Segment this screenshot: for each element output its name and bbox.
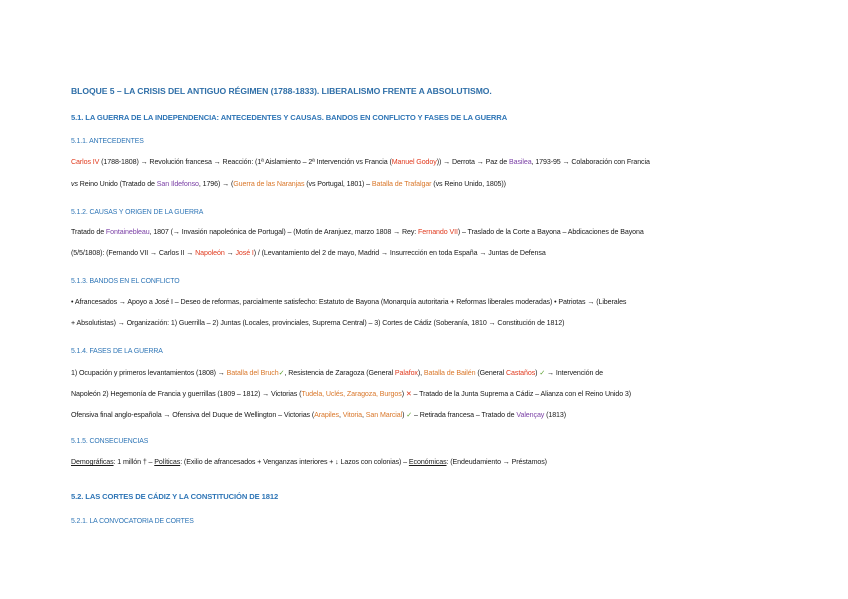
text-run: , 1793-95 → Colaboración con Francia bbox=[531, 158, 650, 166]
text-run: Ofensiva final anglo-española → Ofensiva del Duque de Wellington – Victorias ( bbox=[71, 411, 315, 419]
text-run: : 1 millón † – bbox=[113, 458, 155, 466]
text-run: , bbox=[362, 411, 366, 419]
text-run: ) – Traslado de la Corte a Bayona – Abdicaciones de Bayona bbox=[457, 228, 644, 236]
highlight-castanos: Castaños bbox=[506, 369, 536, 377]
fases-line-2 bbox=[71, 389, 631, 398]
highlight-guerra-naranjas: Guerra de las Naranjas bbox=[233, 180, 305, 188]
checkmark-icon: ✓ bbox=[406, 411, 413, 419]
fases-line-1 bbox=[71, 368, 603, 377]
antecedentes-line-2 bbox=[71, 180, 506, 188]
text-run: , 1807 (→ Invasión napoleónica de Portugal) – (Motín de Aranjuez, marzo 1808 → Rey: bbox=[149, 228, 419, 236]
text-run: : (Exilio de afrancesados + Venganzas interiores + ↓ Lazos con colonias) – bbox=[180, 458, 409, 466]
text-run: – Retirada francesa – Tratado de bbox=[412, 411, 517, 419]
highlight-bailen: Batalla de Bailén bbox=[423, 369, 476, 377]
section-heading-5-1: 5.1. LA GUERRA DE LA INDEPENDENCIA: ANTECEDENTES Y CAUSAS. BANDOS EN CONFLICTO Y FASES DE LA GUERRA bbox=[71, 113, 508, 122]
highlight-fernando-vii: Fernando VII bbox=[418, 228, 458, 236]
section-heading-5-2: 5.2. LAS CORTES DE CÁDIZ Y LA CONSTITUCIÓN DE 1812 bbox=[71, 492, 279, 501]
text-run: (vs Portugal, 1801) – bbox=[304, 180, 372, 188]
text-run: ) bbox=[535, 369, 540, 377]
highlight-carlos-iv: Carlos IV bbox=[71, 158, 100, 166]
text-run: Reino Unido (Tratado de bbox=[77, 180, 157, 188]
highlight-san-ildefonso: San Ildefonso bbox=[156, 180, 199, 188]
text-run: ) bbox=[401, 390, 406, 398]
highlight-victorias-francesas: Tudela, Uclés, Zaragoza, Burgos bbox=[301, 390, 402, 398]
text-run: (1813) bbox=[544, 411, 567, 419]
highlight-napoleon: Napoleón bbox=[195, 249, 225, 257]
text-run: – Tratado de la Junta Suprema a Cádiz – Alianza con el Reino Unido 3) bbox=[411, 390, 632, 398]
highlight-vitoria: Vitoria bbox=[342, 411, 362, 419]
text-run: , Resistencia de Zaragoza (General bbox=[284, 369, 395, 377]
text-run: , bbox=[338, 411, 343, 419]
highlight-jose-i: José I bbox=[235, 249, 254, 257]
checkmark-icon: ✓ bbox=[278, 369, 285, 377]
text-run: Napoleón 2) Hegemonía de Francia y guerrillas (1809 – 1812) → Victorias ( bbox=[71, 390, 302, 398]
highlight-bruch: Batalla del Bruch bbox=[226, 369, 279, 377]
label-politicas: Políticas bbox=[154, 458, 181, 466]
subsection-heading-5-1-5: 5.1.5. CONSECUENCIAS bbox=[71, 438, 149, 445]
text-run: ) / (Levantamiento del 2 de mayo, Madrid → Insurrección en toda España → Juntas de Defensa bbox=[253, 249, 546, 257]
cross-icon: ✕ bbox=[405, 390, 412, 398]
text-run: (5/5/1808): (Fernando VII → Carlos II → bbox=[71, 249, 196, 257]
text-run: ), bbox=[417, 369, 424, 377]
highlight-trafalgar: Batalla de Trafalgar bbox=[371, 180, 432, 188]
text-run: , 1796) → ( bbox=[198, 180, 234, 188]
highlight-basilea: Basilea bbox=[509, 158, 532, 166]
subsection-heading-5-1-2: 5.1.2. CAUSAS Y ORIGEN DE LA GUERRA bbox=[71, 209, 204, 216]
causas-line-1 bbox=[71, 228, 644, 236]
subsection-heading-5-1-3: 5.1.3. BANDOS EN EL CONFLICTO bbox=[71, 278, 180, 285]
label-economicas: Económicas bbox=[408, 458, 447, 466]
bandos-line-1: • Afrancesados → Apoyo a José I – Deseo de reformas, parcialmente satisfecho: Estatuto de Bayona (Monarquía autoritaria + Reformas liberales moderadas) • Patriotas → (Liberales bbox=[71, 298, 627, 306]
highlight-fontainebleau: Fontainebleau bbox=[105, 228, 150, 236]
checkmark-icon: ✓ bbox=[539, 369, 546, 377]
text-run: )) → Derrota → Paz de bbox=[436, 158, 509, 166]
text-run: 1) Ocupación y primeros levantamientos (1808) → bbox=[71, 369, 227, 377]
text-run: ) bbox=[402, 411, 407, 419]
text-run: : (Endeudamiento → Préstamos) bbox=[446, 458, 547, 466]
text-run: Tratado de bbox=[71, 228, 106, 236]
subsection-heading-5-1-1: 5.1.1. ANTECEDENTES bbox=[71, 138, 144, 145]
label-demograficas: Demográficas bbox=[71, 458, 114, 466]
text-run: (1788-1808) → Revolución francesa → Reacción: (1ª Aislamiento – 2ª Intervención vs Francia ( bbox=[99, 158, 392, 166]
highlight-valencay: Valençay bbox=[516, 411, 545, 419]
highlight-san-marcial: San Marcial bbox=[365, 411, 403, 419]
highlight-palafox: Palafox bbox=[394, 369, 418, 377]
subsection-heading-5-1-4: 5.1.4. FASES DE LA GUERRA bbox=[71, 348, 163, 355]
causas-line-2 bbox=[71, 249, 546, 257]
text-run: (General bbox=[475, 369, 506, 377]
text-run: vs bbox=[71, 180, 78, 188]
consecuencias-line-1 bbox=[71, 458, 547, 466]
highlight-godoy: Manuel Godoy bbox=[391, 158, 437, 166]
bandos-line-2: + Absolutistas) → Organización: 1) Guerrilla – 2) Juntas (Locales, provinciales, Suprema Central) – 3) Cortes de Cádiz (Soberanía, 1810 → Constitución de 1812) bbox=[71, 319, 565, 327]
antecedentes-line-1 bbox=[71, 158, 650, 166]
document-title: BLOQUE 5 – LA CRISIS DEL ANTIGUO RÉGIMEN (1788-1833). LIBERALISMO FRENTE A ABSOLUTISMO. bbox=[71, 86, 492, 96]
text-run: (vs Reino Unido, 1805)) bbox=[431, 180, 506, 188]
subsection-heading-5-2-1: 5.2.1. LA CONVOCATORIA DE CORTES bbox=[71, 518, 194, 525]
text-run: → bbox=[224, 249, 236, 257]
highlight-arapiles: Arapiles bbox=[314, 411, 339, 419]
text-run: → Intervención de bbox=[545, 369, 603, 377]
fases-line-3 bbox=[71, 410, 566, 419]
